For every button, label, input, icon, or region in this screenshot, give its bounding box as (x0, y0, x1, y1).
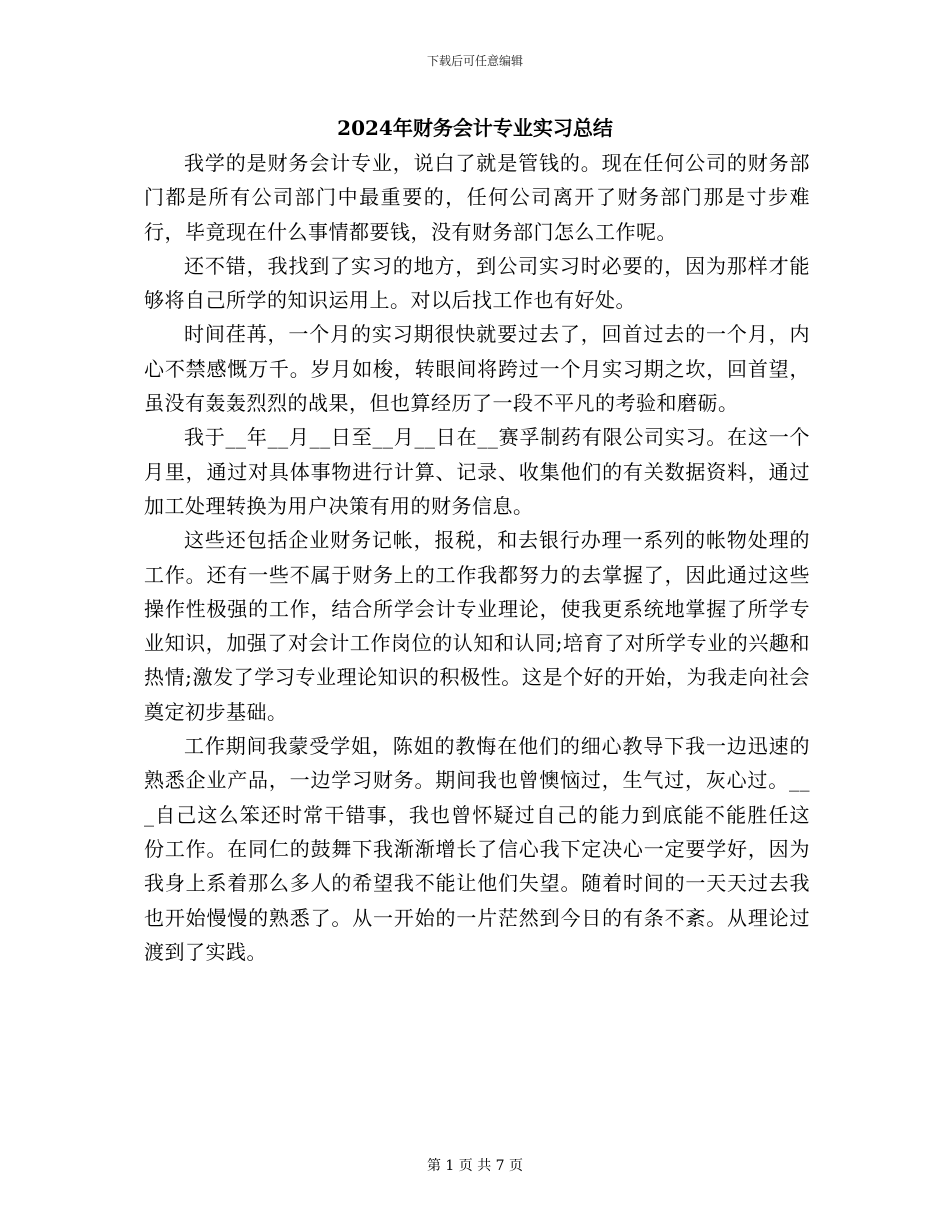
document-title: 2024年财务会计专业实习总结 (337, 116, 613, 140)
header-note: 下载后可任意编辑 (426, 54, 523, 68)
page-indicator: 第 1 页 共 7 页 (426, 1158, 524, 1174)
paragraph-4: 我于__年__月__日至__月__日在__赛孚制药有限公司实习。在这一个月里，通过对具体事物进行计算、记录、收集他们的有关数据资料，通过加工处理转换为用户决策有用的财务信息。 (144, 425, 810, 518)
paragraph-5: 这些还包括企业财务记帐，报税，和去银行办理一系列的帐物处理的工作。还有一些不属于财务上的工作我都努力的去掌握了，因此通过这些操作性极强的工作，结合所学会计专业理论，使我更系统地掌握了所学专业知识，加强了对会计工作岗位的认知和认同;培育了对所学专业的兴趣和热情;激发了学习专业理论知识的积极性。这是个好的开始，为我走向社会奠定初步基础。 (144, 528, 810, 724)
paragraph-6: 工作期间我蒙受学姐，陈姐的教悔在他们的细心教导下我一边迅速的熟悉企业产品，一边学习财务。期间我也曾懊恼过，生气过，灰心过。___自己这么笨还时常干错事，我也曾怀疑过自己的能力到底能不能胜任这份工作。在同仁的鼓舞下我渐渐增长了信心我下定决心一定要学好，因为我身上系着那么多人的希望我不能让他们失望。随着时间的一天天过去我也开始慢慢的熟悉了。从一开始的一片茫然到今日的有条不紊。从理论过渡到了实践。 (144, 734, 810, 964)
paragraph-3: 时间荏苒，一个月的实习期很快就要过去了，回首过去的一个月，内心不禁感慨万千。岁月如梭，转眼间将跨过一个月实习期之坎，回首望，虽没有轰轰烈烈的战果，但也算经历了一段不平凡的考验和磨砺。 (144, 322, 810, 416)
document-body (144, 146, 810, 969)
paragraph-2: 还不错，我找到了实习的地方，到公司实习时必要的，因为那样才能够将自己所学的知识运用上。对以后找工作也有好处。 (144, 253, 810, 313)
paragraph-1: 我学的是财务会计专业，说白了就是管钱的。现在任何公司的财务部门都是所有公司部门中最重要的，任何公司离开了财务部门那是寸步难行，毕竟现在什么事情都要钱，没有财务部门怎么工作呢。 (144, 151, 810, 244)
